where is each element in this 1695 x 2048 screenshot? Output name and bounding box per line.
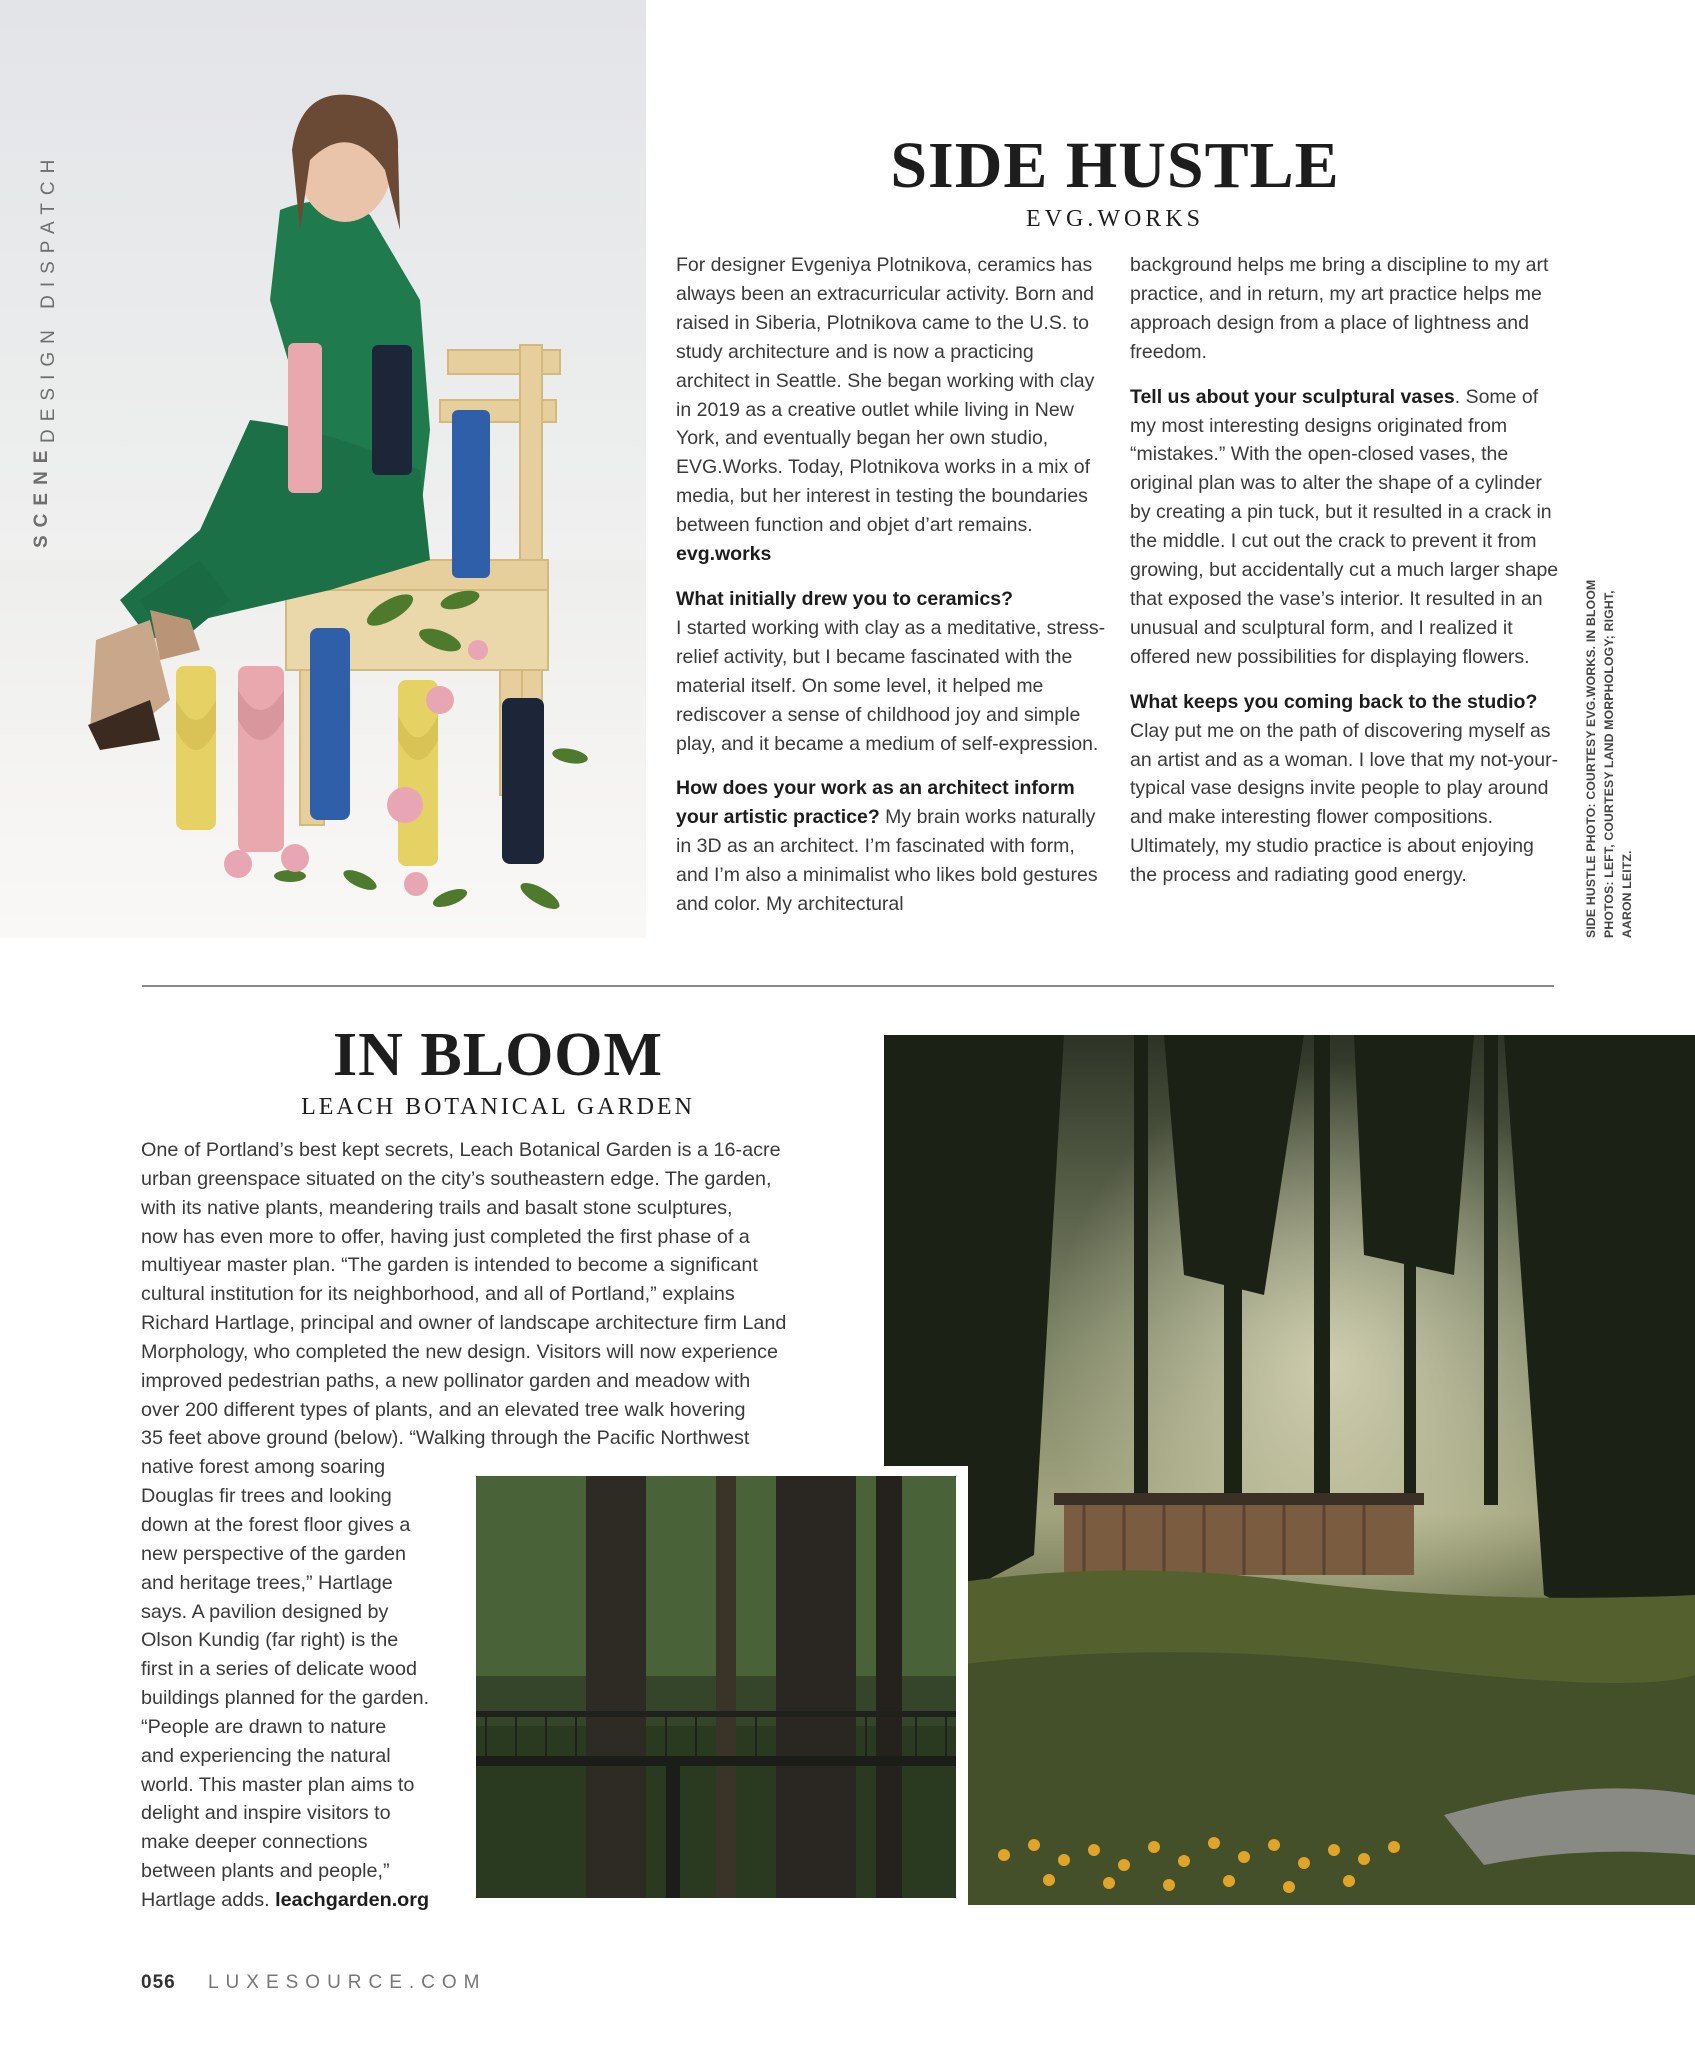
section-tag xyxy=(31,140,62,560)
answer-2-part-1: My brain works naturally in 3D as an architect. I’m fascinated with form, and I’m also a minimalist who likes bold gestures and color. My architectural xyxy=(676,806,1098,916)
answer-2-continued xyxy=(1130,251,1562,367)
leachgarden-link[interactable]: leachgarden.org xyxy=(275,1888,430,1911)
photo-credit: SIDE HUSTLE PHOTO: COURTESY EVG.WORKS. IN BLOOM PHOTOS: LEFT, COURTESY LAND MORPHOLOGY; RIGHT, AARON LEITZ. xyxy=(1584,579,1634,938)
body-line: One of Portland’s best kept secrets, Leach Botanical Garden is a 16-acre xyxy=(141,1139,781,1161)
answer-4: Clay put me on the path of discovering myself as an artist and as a woman. I love that my not-your-typical vase designs invite people to play around and make interesting flower compositions. Ultimately, my studio practice is about enjoying the process and radiating good energy. xyxy=(1130,719,1559,887)
body-line: cultural institution for its neighborhood, and all of Portland,” explains xyxy=(141,1283,735,1306)
footer-site[interactable]: LUXESOURCE.COM xyxy=(207,1972,487,1993)
body-line: Morphology, who completed the new design. Visitors will now experience xyxy=(141,1340,778,1363)
body-line: between plants and people,” xyxy=(141,1860,390,1883)
question-4: What keeps you coming back to the studio? xyxy=(1130,690,1538,713)
body-last-line xyxy=(141,1886,861,1915)
section-tag-label: SCENE xyxy=(31,442,52,549)
question-2: How does your work as an architect inform your artistic practice? xyxy=(676,777,1075,829)
body-line: and experiencing the natural xyxy=(141,1744,391,1767)
evg-works-link[interactable]: evg.works xyxy=(676,543,772,566)
body-line: delight and inspire visitors to xyxy=(141,1802,391,1825)
page-number: 056 xyxy=(141,1972,176,1993)
body-line: and heritage trees,” Hartlage xyxy=(141,1571,393,1594)
side-hustle-column-1 xyxy=(676,251,1108,935)
body-line: Douglas fir trees and looking xyxy=(141,1485,392,1508)
body-line: says. A pavilion designed by xyxy=(141,1600,389,1623)
question-1: What initially drew you to ceramics? xyxy=(676,587,1013,610)
answer-3: Some of my most interesting designs originated from “mistakes.” With the open-closed vases, the original plan was to alter the shape of a cylinder by creating a pin tuck, but it resulted in a crack in the middle. I cut out the crack to prevent it from growing, but accidentally cut a much larger shape that exposed the vase’s interior. It resulted in an unusual and sculptural form, and I realized it offered new possibilities for displaying flowers. xyxy=(1130,385,1559,668)
body-line: world. This master plan aims to xyxy=(141,1773,415,1796)
question-3: Tell us about your sculptural vases xyxy=(1130,385,1455,408)
in-bloom-body xyxy=(141,1136,861,1915)
pavilion-forest-photo xyxy=(884,1035,1695,1905)
body-line: over 200 different types of plants, and an elevated tree walk hovering xyxy=(141,1398,746,1421)
body-line: native forest among soaring xyxy=(141,1456,386,1479)
body-line: new perspective of the garden xyxy=(141,1542,407,1565)
qa-3: Tell us about your sculptural vases. Some of my most interesting designs originated from “mistakes.” With the open-closed vases, the original plan was to alter the shape of a cylinder by creating a pin tuck, but it resulted in a crack in the middle. I cut out the crack to prevent it from growing, but accidentally cut a much larger shape that exposed the vase’s interior. It resulted in an unusual and sculptural form, and I realized it offered new possibilities for displaying flowers. xyxy=(1130,385,1559,668)
body-line: now has even more to offer, having just completed the first phase of a xyxy=(141,1225,750,1248)
intro-paragraph xyxy=(676,251,1108,569)
qa-2 xyxy=(676,774,1108,919)
side-hustle-photo xyxy=(0,0,646,938)
body-line: Richard Hartlage, principal and owner of landscape architecture firm Land xyxy=(141,1312,787,1335)
body-line: improved pedestrian paths, a new pollinator garden and meadow with xyxy=(141,1369,751,1392)
body-line: with its native plants, meandering trails and basalt stone sculptures, xyxy=(141,1196,733,1219)
body-line: first in a series of delicate wood xyxy=(141,1658,417,1681)
in-bloom-title: IN BLOOM xyxy=(332,1021,664,1089)
designer-with-vases-image xyxy=(0,0,646,938)
body-line: multiyear master plan. “The garden is intended to become a significant xyxy=(141,1254,758,1277)
qa-1 xyxy=(676,585,1108,758)
body-line: “People are drawn to nature xyxy=(141,1715,387,1738)
in-bloom-subtitle: LEACH BOTANICAL GARDEN xyxy=(301,1094,695,1120)
page-footer xyxy=(141,1972,487,1994)
body-line: make deeper connections xyxy=(141,1831,368,1854)
body-last-text: Hartlage adds. xyxy=(141,1888,270,1911)
side-hustle-column-2 xyxy=(1130,251,1562,906)
body-line: 35 feet above ground (below). “Walking through the Pacific Northwest xyxy=(141,1427,750,1450)
answer-1: I started working with clay as a meditative, stress-relief activity, but I became fascinated with the material itself. On some level, it helped me rediscover a sense of childhood joy and simple play, and it became a medium of self-expression. xyxy=(676,616,1106,755)
section-tag-sub: DESIGN DISPATCH xyxy=(38,151,59,443)
section-divider xyxy=(142,985,1554,987)
pavilion-meadow-image xyxy=(884,1035,1695,1905)
intro-text: For designer Evgeniya Plotnikova, ceramics has always been an extracurricular activity. Born and raised in Siberia, Plotnikova came to the U.S. to study architecture and is now a practicing architect in Seattle. She began working with clay in 2019 as a creative outlet while living in New York, and eventually began her own studio, EVG.Works. Today, Plotnikova works in a mix of media, but her interest in testing the boundaries between function and objet d’art remains. xyxy=(676,254,1095,537)
side-hustle-title: SIDE HUSTLE xyxy=(890,129,1340,202)
body-line: down at the forest floor gives a xyxy=(141,1513,411,1536)
side-hustle-subtitle: EVG.WORKS xyxy=(1026,206,1204,232)
qa-4 xyxy=(1130,688,1562,890)
body-line: buildings planned for the garden. xyxy=(141,1687,430,1710)
body-line: Olson Kundig (far right) is the xyxy=(141,1629,399,1652)
answer-2-part-2: background helps me bring a discipline to my art practice, and in return, my art practice helps me approach design from a place of lightness and freedom. xyxy=(1130,254,1549,363)
body-line: urban greenspace situated on the city’s southeastern edge. The garden, xyxy=(141,1167,772,1190)
